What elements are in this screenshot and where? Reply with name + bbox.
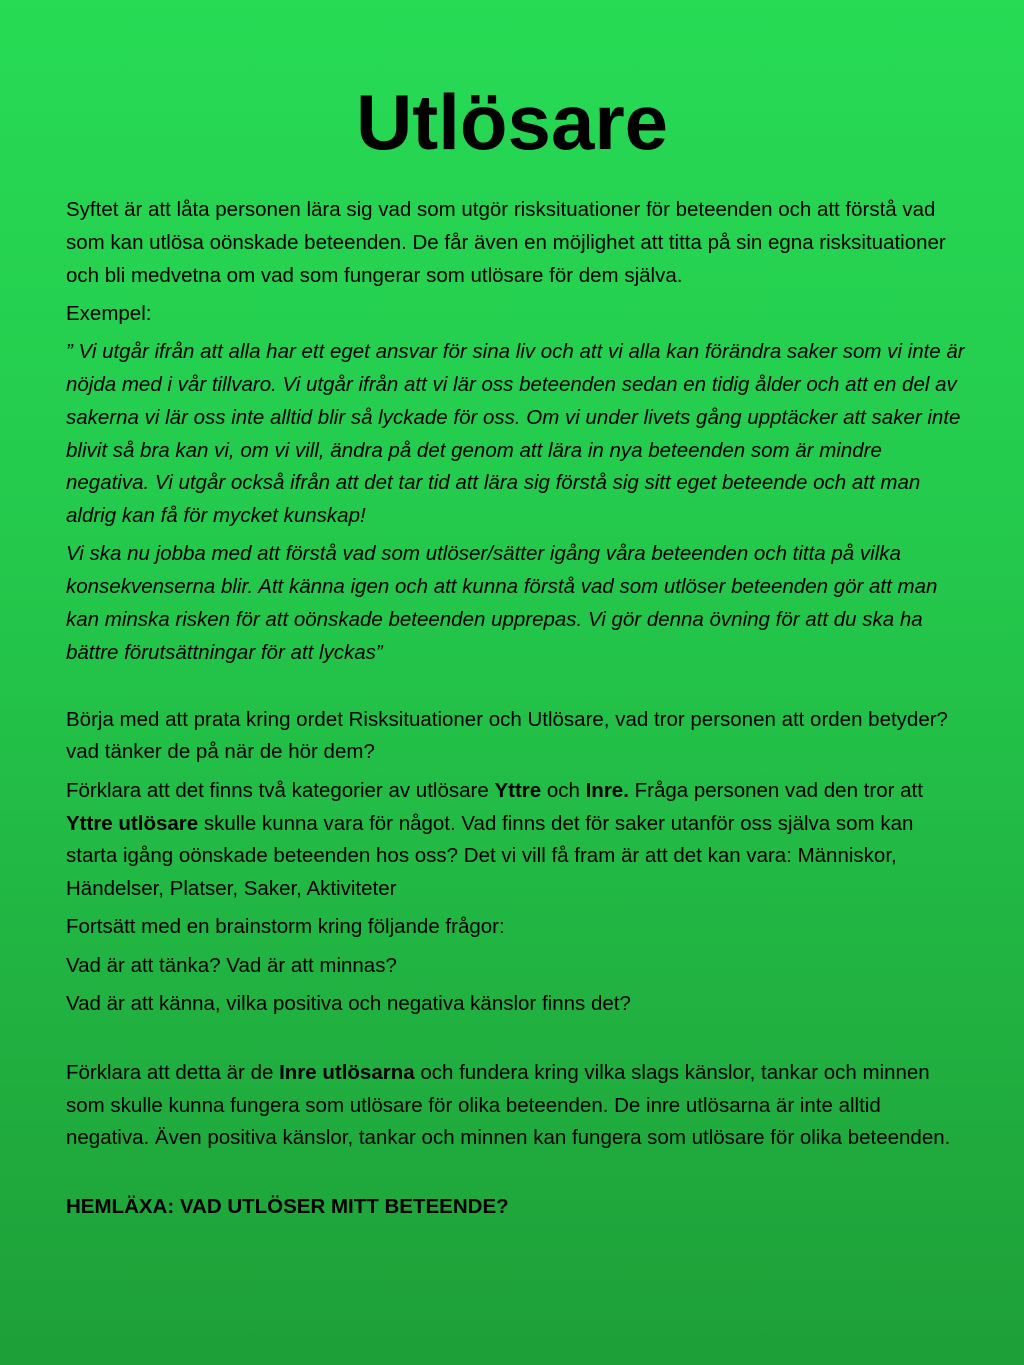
external-triggers-paragraph — [66, 775, 966, 906]
question-think: Vad är att tänka? Vad är att minnas? — [66, 953, 397, 977]
text-segment: skulle kunna vara för något. Vad finns det för saker utanför oss själva som kan starta igång oönskade beteenden hos oss? Det vi vill få fram är att det kan vara: Människor, Händelser, Platser, Saker, Aktiviteter — [66, 811, 914, 901]
slide-body — [66, 194, 966, 1230]
brainstorm-paragraph: Fortsätt med en brainstorm kring följande frågor: — [66, 915, 505, 939]
bold-term-inre: Inre. — [585, 778, 629, 802]
bold-term-inre-utlosarna: Inre utlösarna — [279, 1060, 415, 1084]
internal-triggers-paragraph — [66, 1057, 966, 1155]
homework-heading — [66, 1191, 966, 1224]
homework-text: HEMLÄXA: VAD UTLÖSER MITT BETEENDE? — [66, 1195, 509, 1219]
text-segment: Fråga personen vad den tror att — [628, 778, 923, 802]
quote-paragraph-2: Vi ska nu jobba med att förstå vad som utlöser/sätter igång våra beteenden och titta på vilka konsekvenserna blir. Att känna igen och att kunna förstå vad som utlöser beteenden gör att man kan minska risken för att oönskade beteenden upprepas. Vi gör denna övning för att du ska ha bättre förutsättningar för att lyckas” — [66, 542, 938, 664]
example-label: Exempel: — [66, 301, 152, 325]
text-segment: och fundera kring vilka slags känslor, tankar och minnen som skulle kunna fungera som utlösare för olika beteenden. De inre utlösarna är inte alltid negativa. Även positiva känslor, tankar och minnen kan fungera som utlösare för olika beteenden. — [66, 1060, 951, 1150]
page-title: Utlösare — [355, 78, 669, 166]
bold-term-yttre: Yttre — [494, 778, 542, 802]
text-segment: Förklara att det finns två kategorier av utlösare — [66, 778, 495, 802]
bold-term-yttre-utlosare: Yttre utlösare — [66, 811, 199, 835]
text-segment: och — [541, 778, 586, 802]
intro-paragraph: Syftet är att låta personen lära sig vad som utgör risksituationer för beteenden och att förstå vad som kan utlösa oönskade beteenden. De får även en möjlighet att titta på sin egna risksituationer och bli medvetna om vad som fungerar som utlösare för dem själva. — [66, 198, 946, 287]
question-feel: Vad är att känna, vilka positiva och negativa känslor finns det? — [66, 992, 631, 1016]
text-segment: Förklara att detta är de — [66, 1060, 280, 1084]
quote-paragraph-1: ” Vi utgår ifrån att alla har ett eget ansvar för sina liv och att vi alla kan förändra saker som vi inte är nöjda med i vår tillvaro. Vi utgår ifrån att vi lär oss beteenden sedan en tidig ålder och att en del av sakerna vi lär oss inte alltid blir så lyckade för oss. Om vi under livets gång upptäcker att saker inte blivit så bra kan vi, om vi vill, ändra på det genom att lära in nya beteenden som är mindre negativa. Vi utgår också ifrån att det tar tid att lära sig förstå sig sitt eget beteende och att man aldrig kan få för mycket kunskap! — [66, 340, 965, 528]
start-paragraph: Börja med att prata kring ordet Risksituationer och Utlösare, vad tror personen att orden betyder? vad tänker de på när de hör dem? — [66, 707, 948, 764]
